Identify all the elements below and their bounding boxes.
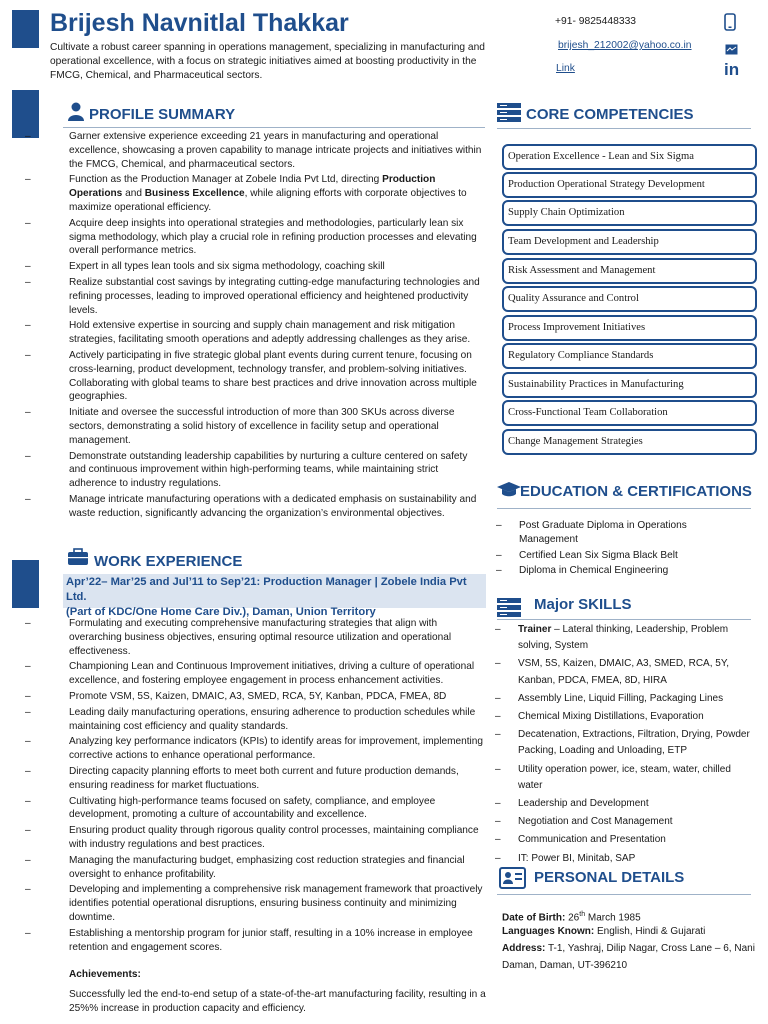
briefcase-icon	[67, 548, 89, 571]
list-item: – Decatenation, Extractions, Filtration, Drying, Powder Packing, Loading and Unloading, ETP	[497, 727, 755, 759]
achievement-text: Successfully led the end-to-end setup of a state-of-the-art manufacturing facility, resulting in a 25%% increase in production capacity and efficiency.	[69, 989, 486, 1014]
competencies-divider	[497, 128, 751, 129]
header-accent-bar	[12, 10, 39, 48]
list-item: – Chemical Mixing Distillations, Evaporation	[497, 709, 755, 725]
languages-label: Languages Known:	[502, 926, 595, 937]
list-item: – Post Graduate Diploma in Operations Management	[498, 519, 738, 547]
list-item: – Formulating and executing comprehensive manufacturing strategies that align with overarching business objectives, ensuring optimal resource utilization and operational effectiveness.	[46, 617, 486, 658]
linkedin-icon[interactable]: in	[724, 60, 740, 79]
skills-list	[497, 622, 755, 869]
person-icon	[67, 102, 85, 126]
list-item: – Hold extensive expertise in sourcing and supply chain management and risk mitigation strategies, facilitating smooth operations and adeptly addressing challenges as they arise.	[46, 319, 486, 347]
list-item: – Initiate and oversee the successful introduction of more than 300 SKUs across diverse sectors, demonstrating a solid history of excellence in facility setup and operational management.	[46, 406, 486, 447]
job-heading	[63, 574, 486, 618]
list-item: – Function as the Production Manager at Zobele India Pvt Ltd, directing Production Operations and Business Excellence, while aligning efforts with corporate objectives to maximize operational efficiency.	[46, 173, 486, 214]
list-item: – Championing Lean and Continuous Improvement initiatives, driving a culture of operational excellence, and fostering employee engagement in process enhancement activities.	[46, 660, 486, 688]
competency-item: Supply Chain Optimization	[502, 200, 757, 226]
work-accent-bar	[12, 560, 39, 608]
dob-label: Date of Birth:	[502, 912, 566, 924]
list-item: – Ensuring product quality through rigorous quality control processes, maintaining compliance with industry regulations and best practices.	[46, 824, 486, 852]
dob-suffix: th	[579, 911, 586, 918]
address-row	[502, 940, 758, 974]
list-item: – Diploma in Chemical Engineering	[498, 564, 738, 578]
phone-icon	[724, 13, 736, 36]
competency-item: Operation Excellence - Lean and Six Sigma	[502, 144, 757, 170]
list-item: – Demonstrate outstanding leadership capabilities by nurturing a culture centered on safety and continuous improvement within high-performing teams, while maintaining strict adherence to industry regulations.	[46, 450, 486, 491]
languages-row	[502, 923, 762, 940]
list-item: – Directing capacity planning efforts to meet both current and future production demands, ensuring readiness for market fluctuations.	[46, 765, 486, 793]
email-link[interactable]: brijesh_212002@yahoo.co.in	[558, 40, 692, 51]
work-list	[46, 617, 486, 956]
competency-item: Regulatory Compliance Standards	[502, 343, 757, 369]
competency-item: Sustainability Practices in Manufacturing	[502, 372, 757, 398]
personal-details-title: PERSONAL DETAILS	[534, 869, 685, 886]
list-item: – Leading daily manufacturing operations, ensuring adherence to production schedules while maintaining cost efficiency and quality standards.	[46, 706, 486, 734]
job-company-line: (Part of KDC/One Home Care Div.), Daman, Union Territory	[66, 606, 376, 618]
list-item: – Developing and implementing a comprehensive risk management framework that proactively identifies potential operational disruptions, ensuring business continuity and minimizing downtime.	[46, 883, 486, 924]
competency-item: Change Management Strategies	[502, 429, 757, 455]
list-item: – Assembly Line, Liquid Filling, Packaging Lines	[497, 691, 755, 707]
address-value: T-1, Yashraj, Dilip Nagar, Cross Lane – 6, Nani Daman, Daman, UT-396210	[502, 943, 755, 971]
education-list	[498, 519, 738, 580]
list-item: – VSM, 5S, Kaizen, DMAIC, A3, SMED, RCA, 5Y, Kanban, PDCA, FMEA, 8D, HIRA	[497, 656, 755, 688]
competency-item: Cross-Functional Team Collaboration	[502, 400, 757, 426]
profile-summary-title: PROFILE SUMMARY	[89, 106, 236, 123]
server-icon	[497, 103, 521, 127]
address-label: Address:	[502, 943, 546, 954]
list-item: – Communication and Presentation	[497, 832, 755, 848]
list-item: – Certified Lean Six Sigma Black Belt	[498, 549, 738, 563]
list-item: – Cultivating high-performance teams focused on safety, compliance, and employee development, promoting a culture of accountability and excellence.	[46, 795, 486, 823]
education-title: EDUCATION & CERTIFICATIONS	[520, 483, 752, 500]
competency-item: Production Operational Strategy Development	[502, 172, 757, 198]
competency-item: Team Development and Leadership	[502, 229, 757, 255]
list-item: – Acquire deep insights into operational strategies and methodologies, particularly lean six sigma methodology, which play a crucial role in refining production processes and elevating overall performance metrics.	[46, 217, 486, 258]
dob-day: 26	[565, 912, 580, 924]
list-item: – IT: Power BI, Minitab, SAP	[497, 851, 755, 867]
list-item: – Analyzing key performance indicators (KPIs) to identify areas for improvement, implementing corrective actions to enhance operational performance.	[46, 735, 486, 763]
core-competencies-title: CORE COMPETENCIES	[526, 106, 694, 123]
list-item: – Promote VSM, 5S, Kaizen, DMAIC, A3, SMED, RCA, 5Y, Kanban, PDCA, FMEA, 8D	[46, 690, 486, 704]
list-item: – Negotiation and Cost Management	[497, 814, 755, 830]
competency-item: Risk Assessment and Management	[502, 258, 757, 284]
list-item: – Leadership and Development	[497, 796, 755, 812]
list-item: – Actively participating in five strategic global plant events during current tenure, focusing on cross-learning, product development, technology transfer, and problem-solving initiatives. Collaborating with global teams to share best practices and drive innovation across multiple geographies.	[46, 349, 486, 404]
trainer-label: Trainer	[518, 624, 552, 635]
competency-item: Quality Assurance and Control	[502, 286, 757, 312]
list-item: – Managing the manufacturing budget, emphasizing cost reduction strategies and financial oversight to enhance profitability.	[46, 854, 486, 882]
skills-divider	[497, 619, 751, 620]
achievements-label: Achievements:	[69, 969, 141, 980]
profile-list	[46, 130, 486, 523]
profile-divider	[63, 127, 485, 128]
list-item: – Manage intricate manufacturing operations with a dedicated emphasis on sustainability and waste reduction, significantly advancing the organization’s environmental objectives.	[46, 493, 486, 521]
education-divider	[497, 508, 751, 509]
list-item: – Expert in all types lean tools and six sigma methodology, coaching skill	[46, 260, 486, 274]
personal-divider	[497, 894, 751, 895]
graduation-cap-icon	[497, 482, 521, 503]
trainer-text: – Lateral thinking, Leadership, Problem solving, System	[518, 624, 729, 652]
list-item: – Utility operation power, ice, steam, water, chilled water	[497, 762, 755, 794]
candidate-name: Brijesh Navnitlal Thakkar	[50, 9, 349, 37]
email-icon	[725, 42, 738, 60]
major-skills-title: Major SKILLS	[534, 596, 632, 613]
work-experience-title: WORK EXPERIENCE	[94, 553, 243, 570]
list-item: – Realize substantial cost savings by integrating cutting-edge manufacturing technologies and refining processes, leading to improved operational efficiency and heightened productivity levels.	[46, 276, 486, 317]
list-item: – Garner extensive experience exceeding 21 years in manufacturing and operational excellence, showcasing a proven capability to manage intricate projects and initiatives within the FMCG, Chemical, and pharmaceutical sectors.	[46, 130, 486, 171]
list-item	[497, 622, 755, 654]
dob-month-year: March 1985	[585, 912, 641, 924]
header-tagline: Cultivate a robust career spanning in operations management, specializing in manufacturing and operational excellence, with a focus on strategic initiatives aimed at boosting productivity in the FMCG, Chemical, and Pharmaceutical sectors.	[50, 42, 485, 81]
phone-number: +91- 9825448333	[555, 16, 637, 27]
competency-item: Process Improvement Initiatives	[502, 315, 757, 341]
languages-value: English, Hindi & Gujarati	[594, 926, 706, 937]
profile-link[interactable]: Link	[556, 63, 575, 74]
job-title-line: Apr’22– Mar’25 and Jul’11 to Sep’21: Production Manager | Zobele India Pvt Ltd.	[66, 576, 467, 603]
list-item: – Establishing a mentorship program for junior staff, resulting in a 10% increase in employee retention and engagement scores.	[46, 927, 486, 955]
id-card-icon	[499, 867, 526, 894]
